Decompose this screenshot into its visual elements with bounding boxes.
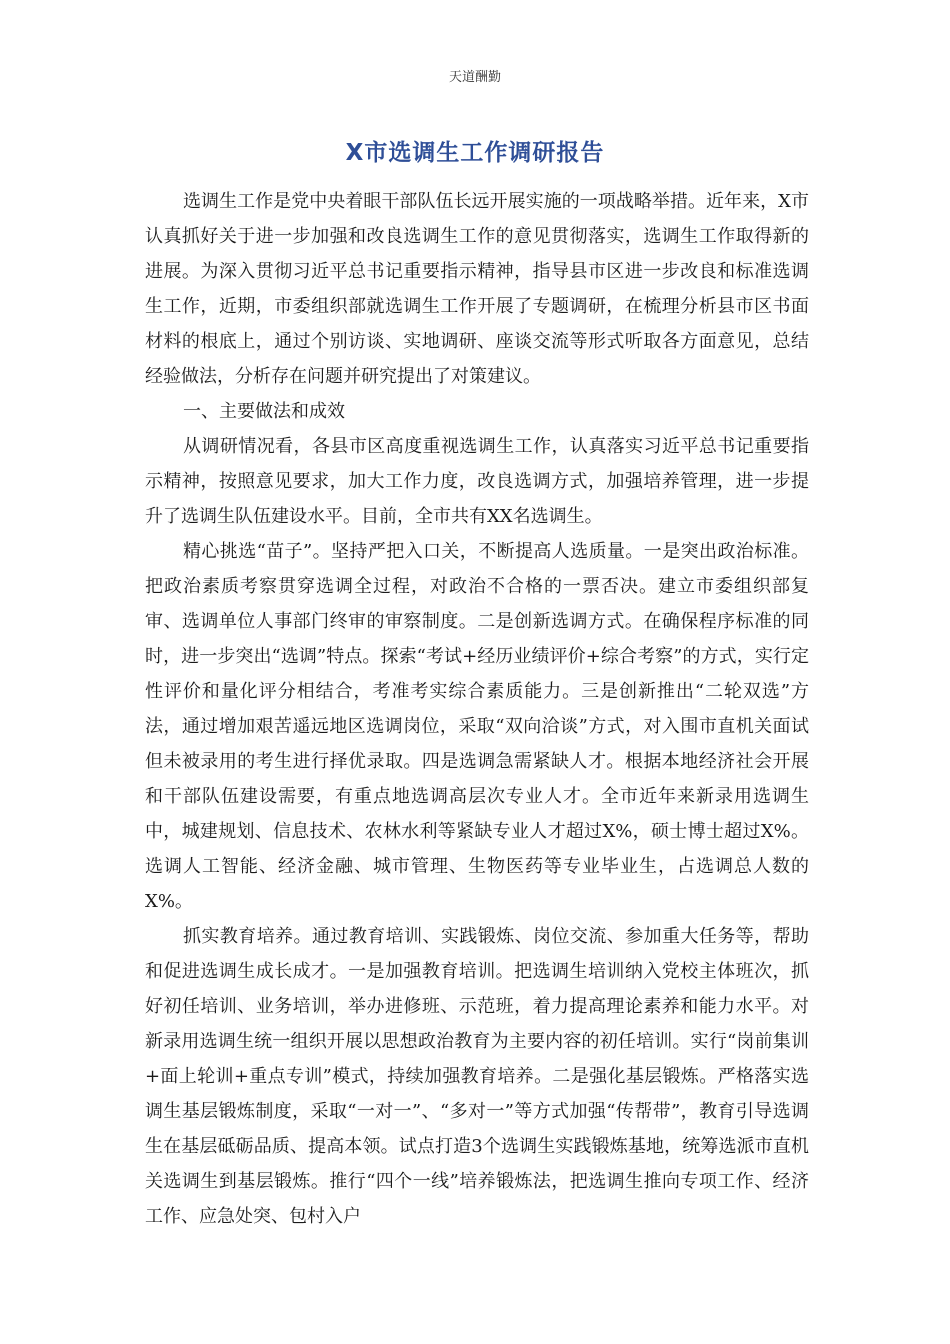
paragraph-training: 抓实教育培养。通过教育培训、实践锻炼、岗位交流、参加重大任务等，帮助和促进选调生成长成才。一是加强教育培训。把选调生培训纳入党校主体班次，抓好初任培训、业务培训，举办进修班、示范班，着力提高理论素养和能力水平。对新录用选调生统一组织开展以思想政治教育为主要内容的初任培训。实行“岗前集训+面上轮训+重点专训”模式，持续加强教育培养。二是强化基层锻炼。严格落实选调生基层锻炼制度，采取“一对一”、“多对一”等方式加强“传帮带”，教育引导选调生在基层砥砺品质、提高本领。试点打造3个选调生实践锻炼基地，统筹选派市直机关选调生到基层锻炼。推行“四个一线”培养锻炼法，把选调生推向专项工作、经济工作、应急处突、包村入户	[145, 926, 809, 1227]
paragraph-intro: 选调生工作是党中央着眼干部队伍长远开展实施的一项战略举措。近年来，X市认真抓好关于进一步加强和改良选调生工作的意见贯彻落实，选调生工作取得新的进展。为深入贯彻习近平总书记重要指示精神，指导县市区进一步改良和标准选调生工作，近期，市委组织部就选调生工作开展了专题调研，在梳理分析县市区书面材料的根底上，通过个别访谈、实地调研、座谈交流等形式听取各方面意见，总结经验做法，分析存在问题并研究提出了对策建议。	[145, 191, 809, 387]
section-heading: 一、主要做法和成效	[183, 401, 345, 422]
document-body	[145, 184, 809, 1234]
paragraph-selection: 精心挑选“苗子”。坚持严把入口关，不断提高人选质量。一是突出政治标准。把政治素质考察贯穿选调全过程，对政治不合格的一票否决。建立市委组织部复审、选调单位人事部门终审的审察制度。二是创新选调方式。在确保程序标准的同时，进一步突出“选调”特点。探索“考试+经历业绩评价+综合考察”的方式，实行定性评价和量化评分相结合，考准考实综合素质能力。三是创新推出“二轮双选”方法，通过增加艰苦遥远地区选调岗位，采取“双向洽谈”方式，对入围市直机关面试但未被录用的考生进行择优录取。四是选调急需紧缺人才。根据本地经济社会开展和干部队伍建设需要，有重点地选调高层次专业人才。全市近年来新录用选调生中，城建规划、信息技术、农林水利等紧缺专业人才超过X%，硕士博士超过X%。选调人工智能、经济金融、城市管理、生物医药等专业毕业生，占选调总人数的X%。	[145, 541, 809, 912]
paragraph-overview: 从调研情况看，各县市区高度重视选调生工作，认真落实习近平总书记重要指示精神，按照意见要求，加大工作力度，改良选调方式，加强培养管理，进一步提升了选调生队伍建设水平。目前，全市共有XX名选调生。	[145, 436, 809, 527]
document-title: X市选调生工作调研报告	[345, 140, 605, 166]
page-header: 天道酬勤	[448, 70, 501, 85]
